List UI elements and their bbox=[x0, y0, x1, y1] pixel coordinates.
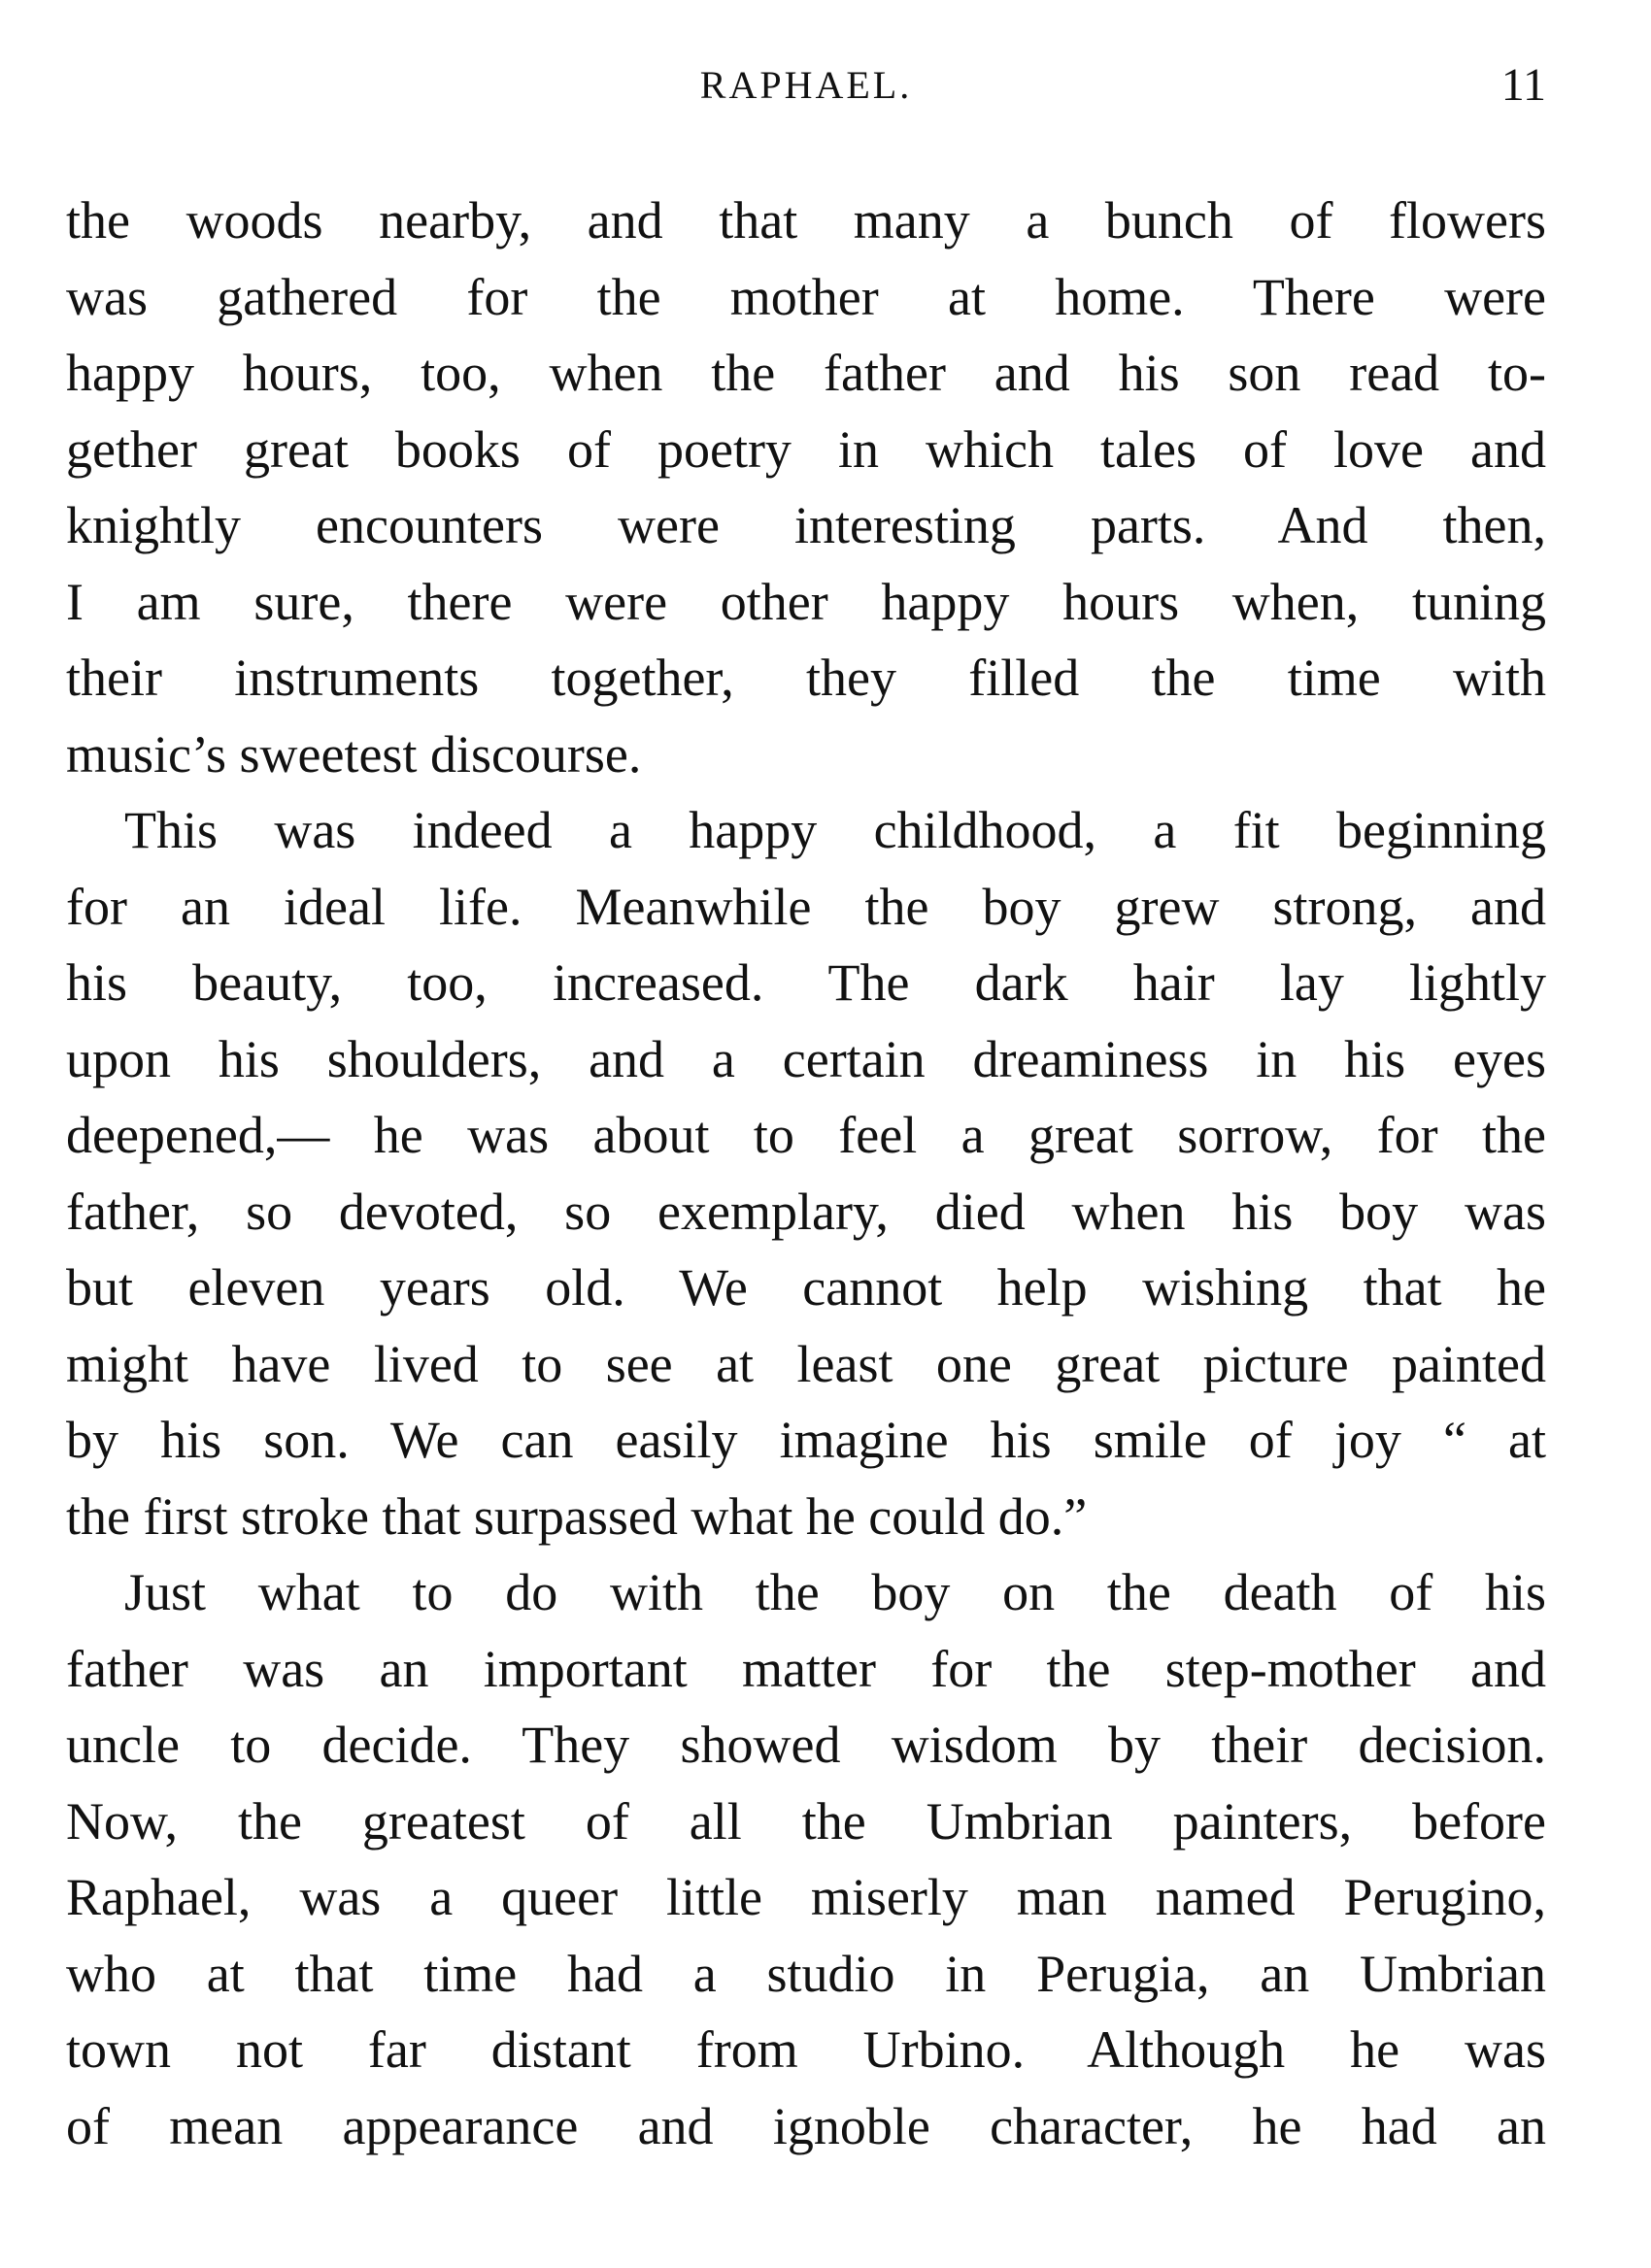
text-line: their instruments together, they filled the time with bbox=[66, 649, 1546, 707]
body-text bbox=[66, 183, 1546, 2164]
text-line: father, so devoted, so exemplary, died when his boy was bbox=[66, 1182, 1546, 1241]
text-line: by his son. We can easily imagine his smile of joy “ at bbox=[66, 1411, 1546, 1469]
text-line: happy hours, too, when the father and his son read to- bbox=[66, 344, 1546, 402]
running-head bbox=[66, 56, 1546, 115]
text-line: was gathered for the mother at home. There were bbox=[66, 267, 1546, 326]
running-title: RAPHAEL. bbox=[699, 63, 913, 107]
text-line: uncle to decide. They showed wisdom by their decision. bbox=[66, 1716, 1546, 1774]
page-number: 11 bbox=[1500, 59, 1546, 111]
paragraph-1 bbox=[66, 183, 1546, 792]
text-line: Just what to do with the boy on the death of his bbox=[124, 1563, 1546, 1621]
text-line: upon his shoulders, and a certain dreaminess in his eyes bbox=[66, 1029, 1546, 1088]
text-line: might have lived to see at least one great picture painted bbox=[66, 1334, 1546, 1393]
text-line: This was indeed a happy childhood, a fit beginning bbox=[124, 801, 1546, 859]
text-line: Now, the greatest of all the Umbrian painters, before bbox=[66, 1791, 1546, 1851]
text-line: for an ideal life. Meanwhile the boy grew strong, and bbox=[66, 877, 1546, 936]
text-line: who at that time had a studio in Perugia, an Umbrian bbox=[66, 1944, 1546, 2003]
paragraph-2 bbox=[66, 792, 1546, 1554]
text-line: I am sure, there were other happy hours when, tuning bbox=[66, 572, 1546, 631]
text-line: his beauty, too, increased. The dark hair lay lightly bbox=[66, 953, 1546, 1012]
text-line: of mean appearance and ignoble character, he had an bbox=[66, 2096, 1546, 2155]
text-line: knightly encounters were interesting parts. And then, bbox=[66, 496, 1546, 554]
text-line: but eleven years old. We cannot help wishing that he bbox=[66, 1258, 1546, 1317]
text-line: Raphael, was a queer little miserly man named Perugino, bbox=[66, 1868, 1546, 1926]
text-line: father was an important matter for the step-mother and bbox=[66, 1639, 1546, 1698]
text-line: town not far distant from Urbino. Although he was bbox=[66, 2020, 1546, 2079]
text-line: deepened,— he was about to feel a great sorrow, for the bbox=[66, 1106, 1546, 1164]
text-line: the first stroke that surpassed what he could do.” bbox=[66, 1486, 1088, 1546]
text-line: the woods nearby, and that many a bunch of flowers bbox=[66, 191, 1546, 250]
paragraph-3 bbox=[66, 1554, 1546, 2164]
text-line: music’s sweetest discourse. bbox=[66, 724, 642, 784]
text-line: gether great books of poetry in which tales of love and bbox=[66, 419, 1546, 479]
